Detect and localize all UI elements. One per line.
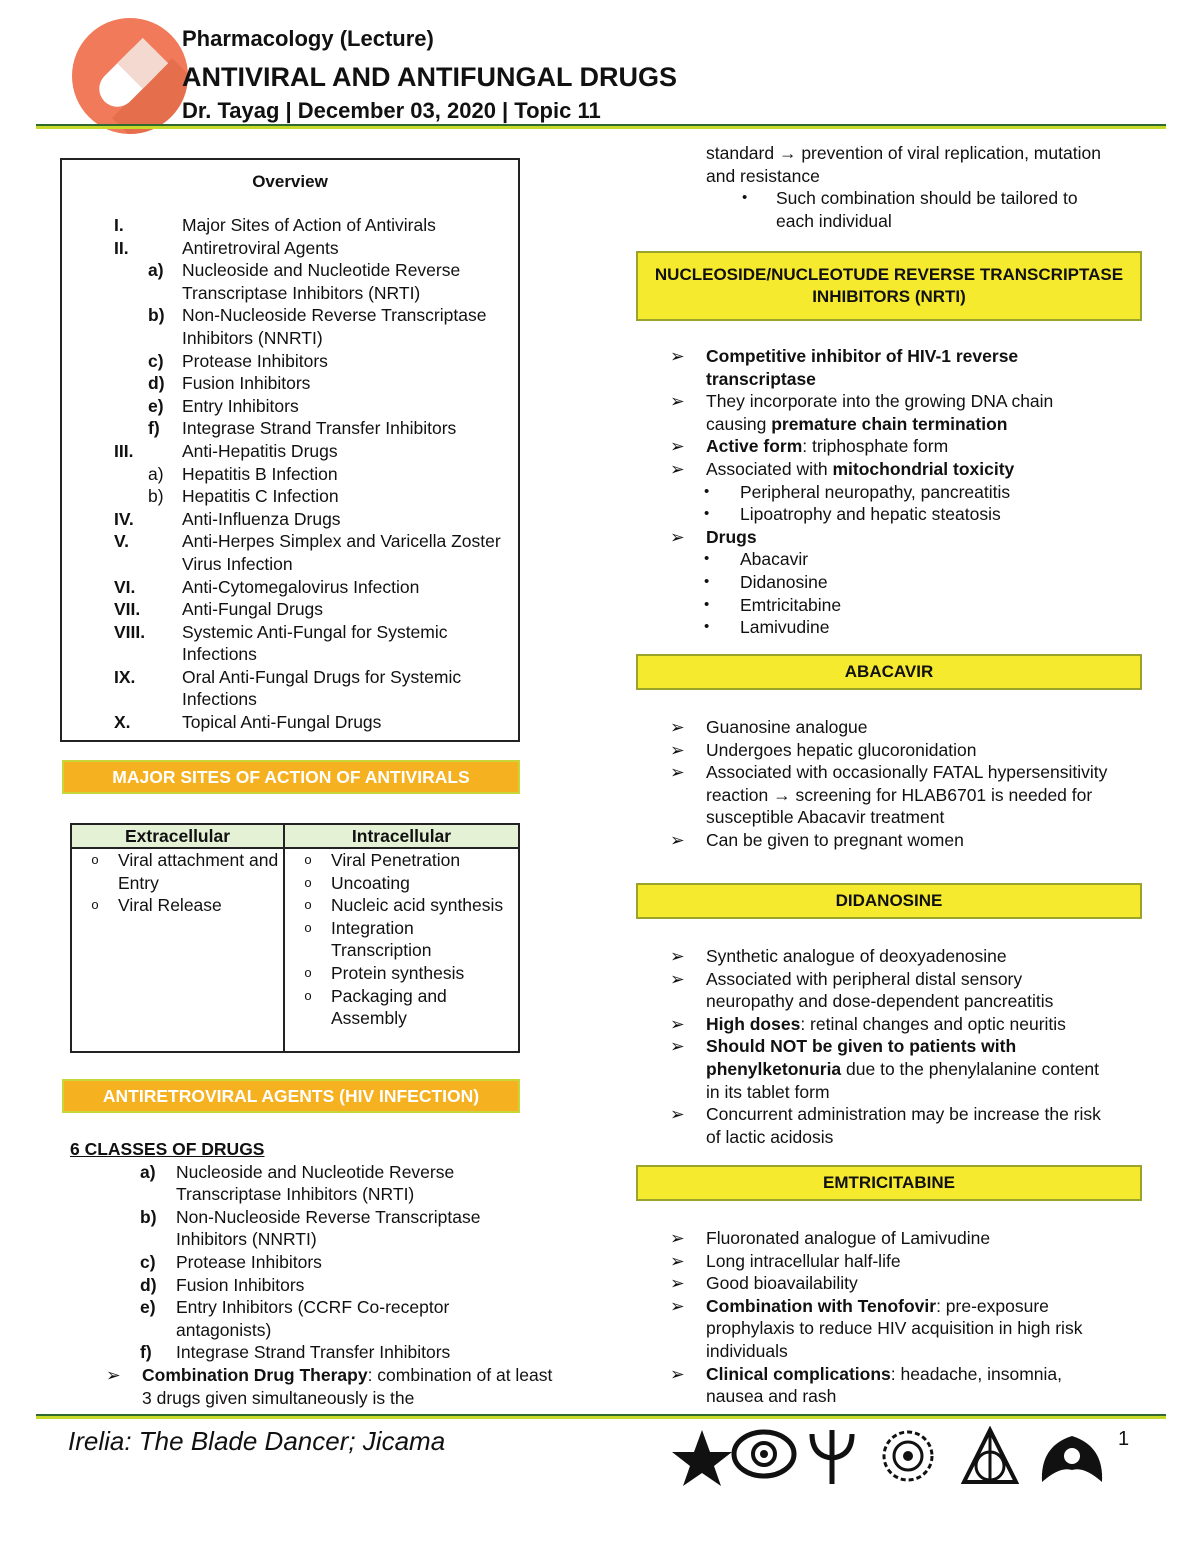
extracellular-site-label: Viral Release xyxy=(118,895,222,916)
overview-list xyxy=(114,214,514,734)
overview-item-label: Anti-Influenza Drugs xyxy=(182,508,341,529)
classes-list xyxy=(70,1161,520,1364)
intracellular-site xyxy=(285,985,518,1030)
overview-item-number: V. xyxy=(114,531,129,552)
arrow-bullet-icon: ➢ xyxy=(106,1364,121,1385)
drug-class-label: Nucleoside and Nucleotide Reverse Transcriptase Inhibitors (NRTI) xyxy=(176,1161,455,1205)
overview-item xyxy=(114,621,514,666)
arrow-bullet-icon: ➢ xyxy=(670,436,685,457)
trident-icon xyxy=(812,1430,852,1484)
overview-item-number: IV. xyxy=(114,508,134,529)
overview-item xyxy=(114,440,514,463)
arrow-bullet-icon: ➢ xyxy=(670,458,685,479)
intracellular-site-label: Protein synthesis xyxy=(331,962,465,983)
overview-item-number: III. xyxy=(114,440,134,461)
arrow-bullet-icon: ➢ xyxy=(670,717,685,737)
overview-item-number: b) xyxy=(148,305,165,326)
crest-icon xyxy=(1042,1436,1102,1482)
abacavir-point xyxy=(670,829,1110,852)
arrow-bullet-icon: ➢ xyxy=(670,1013,685,1034)
overview-item xyxy=(114,598,514,621)
overview-item-label: Integrase Strand Transfer Inhibitors xyxy=(182,418,457,439)
nrti-point-2a: They incorporate into the growing DNA chain causing xyxy=(706,391,1054,434)
overview-item-number: d) xyxy=(148,373,165,394)
intracellular-site-label: Integration Transcription xyxy=(331,917,432,961)
overview-item-label: Hepatitis B Infection xyxy=(182,463,338,484)
arrow-bullet-icon: ➢ xyxy=(670,391,685,412)
nrti-point-1: Competitive inhibitor of HIV-1 reverse transcriptase xyxy=(706,346,1019,389)
overview-item-number: X. xyxy=(114,712,131,733)
overview-title: Overview xyxy=(252,172,328,191)
overview-item-label: Hepatitis C Infection xyxy=(182,486,339,507)
circle-bullet-icon: o xyxy=(304,852,312,867)
arrow-bullet-icon: ➢ xyxy=(670,829,685,850)
overview-item-label: Antiretroviral Agents xyxy=(182,237,339,258)
intracellular-site xyxy=(285,894,518,917)
intracellular-site xyxy=(285,849,518,872)
overview-item-label: Topical Anti-Fungal Drugs xyxy=(182,712,382,733)
overview-item-label: Non-Nucleoside Reverse Transcriptase Inhibitors (NNRTI) xyxy=(182,305,487,348)
overview-item-label: Entry Inhibitors xyxy=(182,395,299,416)
arrow-bullet-icon: ➢ xyxy=(670,1104,685,1125)
drug-class-item xyxy=(140,1206,520,1251)
overview-item-label: Major Sites of Action of Antivirals xyxy=(182,215,436,235)
nrti-points xyxy=(670,345,1110,639)
intracellular-site xyxy=(285,872,518,895)
overview-item xyxy=(114,463,514,486)
arrow-bullet-icon: ➢ xyxy=(670,946,685,966)
abacavir-point-label: Can be given to pregnant women xyxy=(706,829,964,850)
nrti-drug-item-label: Didanosine xyxy=(740,571,828,592)
drug-class-number: c) xyxy=(140,1251,156,1272)
arrow-bullet-icon: ➢ xyxy=(670,1228,685,1248)
footer-rule xyxy=(36,1414,1166,1419)
nrti-point-4b: mitochondrial toxicity xyxy=(832,458,1015,479)
overview-item-number: II. xyxy=(114,237,129,258)
overview-item xyxy=(114,304,514,349)
overview-item xyxy=(114,576,514,599)
extracellular-site-label: Viral attachment and Entry xyxy=(118,850,279,893)
overview-item-number: c) xyxy=(148,350,164,371)
classes-title: 6 CLASSES OF DRUGS xyxy=(70,1139,265,1159)
dot-bullet-icon: • xyxy=(704,618,710,636)
didanosine-point-3b: : retinal changes and optic neuritis xyxy=(800,1013,1066,1034)
dot-bullet-icon: • xyxy=(704,572,710,590)
overview-item-label: Systemic Anti-Fungal for Systemic Infections xyxy=(182,621,448,665)
extracellular-site xyxy=(72,894,283,917)
document-title: ANTIVIRAL AND ANTIFUNGAL DRUGS xyxy=(182,62,677,92)
combination-therapy xyxy=(70,1364,566,1409)
abacavir-point xyxy=(670,761,1110,829)
toxicity-item-label: Peripheral neuropathy, pancreatitis xyxy=(740,481,1011,502)
section-emtricitabine: EMTRICITABINE xyxy=(636,1165,1142,1201)
abacavir-point xyxy=(670,739,1110,762)
abacavir-point-label: Associated with occasionally FATAL hypersensitivity reaction → screening for HLAB6701 is needed for susceptible Abacavir treatment xyxy=(706,762,1108,828)
combo-sub-bullet xyxy=(706,187,1106,232)
arrow-bullet-icon: ➢ xyxy=(670,762,685,783)
nrti-drug-item xyxy=(670,616,1110,639)
deathly-hallows-icon xyxy=(964,1430,1016,1482)
dot-bullet-icon: • xyxy=(704,550,710,568)
section-antiretroviral: ANTIRETROVIRAL AGENTS (HIV INFECTION) xyxy=(62,1079,520,1113)
overview-item-number: VIII. xyxy=(114,621,146,642)
nrti-drug-item-label: Lamivudine xyxy=(740,617,830,638)
emtricitabine-point-3: Good bioavailability xyxy=(706,1273,858,1294)
overview-item-label: Anti-Fungal Drugs xyxy=(182,599,324,620)
drug-class-label: Entry Inhibitors (CCRF Co-receptor antagonists) xyxy=(176,1297,450,1340)
col-intracellular: Intracellular xyxy=(284,824,519,848)
nrti-drug-item xyxy=(670,571,1110,594)
drug-class-item xyxy=(140,1251,520,1274)
arrow-bullet-icon: ➢ xyxy=(670,739,685,760)
combo-bold: Combination Drug Therapy xyxy=(142,1364,368,1385)
arrow-bullet-icon: ➢ xyxy=(670,1273,685,1294)
overview-item-label: Fusion Inhibitors xyxy=(182,373,311,394)
drug-class-item xyxy=(140,1296,520,1341)
intracellular-site-label: Nucleic acid synthesis xyxy=(331,895,504,916)
overview-item xyxy=(114,395,514,418)
overview-item-number: VI. xyxy=(114,576,136,597)
didanosine-points xyxy=(670,945,1110,1148)
intracellular-site-label: Uncoating xyxy=(331,872,410,893)
overview-item-label: Anti-Cytomegalovirus Infection xyxy=(182,576,420,597)
overview-item-number: a) xyxy=(148,260,164,281)
section-abacavir: ABACAVIR xyxy=(636,654,1142,690)
overview-item xyxy=(114,530,514,575)
emtricitabine-points xyxy=(670,1227,1110,1408)
overview-item xyxy=(114,711,514,734)
dot-bullet-icon: • xyxy=(742,189,748,207)
drug-class-label: Non-Nucleoside Reverse Transcriptase Inhibitors (NNRTI) xyxy=(176,1206,481,1250)
combo-cont-text: standard → prevention of viral replication, mutation and resistance xyxy=(706,143,1101,186)
didanosine-point-2: Associated with peripheral distal sensory neuropathy and dose-dependent pancreatitis xyxy=(706,968,1054,1012)
arrow-bullet-icon: ➢ xyxy=(670,968,685,989)
page-number: 1 xyxy=(1118,1428,1130,1450)
extracellular-site xyxy=(72,849,283,894)
nrti-point-4a: Associated with xyxy=(706,458,833,479)
arrow-bullet-icon: ➢ xyxy=(670,526,685,547)
abacavir-points xyxy=(670,716,1110,852)
overview-item xyxy=(114,350,514,373)
circle-bullet-icon: o xyxy=(304,919,312,935)
overview-item-number: VII. xyxy=(114,599,141,620)
circle-bullet-icon: o xyxy=(304,897,312,913)
arrow-bullet-icon: ➢ xyxy=(670,346,685,366)
arrow-bullet-icon: ➢ xyxy=(670,1295,685,1316)
section-major-sites: MAJOR SITES OF ACTION OF ANTIVIRALS xyxy=(62,760,520,794)
abacavir-point-label: Undergoes hepatic glucoronidation xyxy=(706,739,977,760)
dot-bullet-icon: • xyxy=(704,482,710,500)
drug-class-number: b) xyxy=(140,1206,157,1227)
abacavir-point-label: Guanosine analogue xyxy=(706,717,868,737)
emtricitabine-point-2: Long intracellular half-life xyxy=(706,1250,901,1271)
toxicity-item xyxy=(670,503,1110,526)
classes-block xyxy=(70,1138,553,1409)
header-rule xyxy=(36,124,1166,129)
drug-class-number: e) xyxy=(140,1297,156,1318)
nrti-point-3b: : triphosphate form xyxy=(802,436,949,457)
nrti-drugs-label: Drugs xyxy=(706,526,757,547)
drug-class-item xyxy=(140,1341,520,1364)
nrti-point-2b: premature chain termination xyxy=(771,413,1008,434)
toxicity-item xyxy=(670,481,1110,504)
emtricitabine-point-4b: : pre-exposure prophylaxis to reduce HIV acquisition in high risk individuals xyxy=(706,1295,1083,1361)
footer-symbols xyxy=(672,1426,1112,1493)
toxicity-item-label: Lipoatrophy and hepatic steatosis xyxy=(740,504,1001,525)
circle-bullet-icon: o xyxy=(304,987,312,1003)
overview-item-label: Anti-Herpes Simplex and Varicella Zoster Virus Infection xyxy=(182,531,501,574)
drug-class-number: f) xyxy=(140,1342,152,1363)
overview-item-label: Protease Inhibitors xyxy=(182,350,328,371)
dot-bullet-icon: • xyxy=(704,595,710,613)
emtricitabine-point-4a: Combination with Tenofovir xyxy=(706,1295,937,1316)
overview-item-label: Nucleoside and Nucleotide Reverse Transcriptase Inhibitors (NRTI) xyxy=(182,260,461,303)
overview-item xyxy=(114,666,514,711)
drug-class-label: Fusion Inhibitors xyxy=(176,1274,305,1295)
emtricitabine-point-1: Fluoronated analogue of Lamivudine xyxy=(706,1228,991,1248)
intracellular-site-label: Viral Penetration xyxy=(331,850,461,870)
mandala-icon xyxy=(734,1432,794,1476)
drug-class-label: Integrase Strand Transfer Inhibitors xyxy=(176,1342,451,1363)
overview-item xyxy=(114,485,514,508)
didanosine-point-4b: due to the phenylalanine content in its tablet form xyxy=(706,1058,1100,1102)
overview-item-number: f) xyxy=(148,418,160,439)
intracellular-site xyxy=(285,917,518,962)
intracellular-list xyxy=(284,848,519,1052)
intracellular-site-label: Packaging and Assembly xyxy=(331,985,447,1029)
overview-item-number: e) xyxy=(148,395,164,416)
star-icon xyxy=(672,1430,732,1486)
drug-class-label: Protease Inhibitors xyxy=(176,1251,322,1272)
emtricitabine-point-5b: : headache, insomnia, nausea and rash xyxy=(706,1363,1063,1407)
sites-table xyxy=(70,823,520,1053)
pill-logo-icon xyxy=(72,18,188,134)
overview-item xyxy=(114,417,514,440)
dot-bullet-icon: • xyxy=(704,505,710,523)
arrow-bullet-icon: ➢ xyxy=(670,1250,685,1271)
combo-rest: : combination of at least 3 drugs given simultaneously is the xyxy=(142,1364,553,1408)
didanosine-point-5: Concurrent administration may be increase the risk of lactic acidosis xyxy=(706,1104,1101,1147)
overview-item-number: a) xyxy=(148,463,164,484)
didanosine-point-1: Synthetic analogue of deoxyadenosine xyxy=(706,946,1007,966)
lecture-meta: Dr. Tayag | December 03, 2020 | Topic 11 xyxy=(182,98,601,123)
section-didanosine: DIDANOSINE xyxy=(636,883,1142,919)
extracellular-list xyxy=(71,848,284,1052)
overview-item-number: IX. xyxy=(114,666,136,687)
nrti-drug-item-label: Abacavir xyxy=(740,549,809,570)
drug-class-item xyxy=(140,1161,520,1206)
overview-item xyxy=(114,214,514,237)
overview-item xyxy=(114,372,514,395)
nrti-drug-item-label: Emtricitabine xyxy=(740,594,842,615)
overview-box xyxy=(60,158,520,742)
nrti-drug-item xyxy=(670,594,1110,617)
combo-sub-text: Such combination should be tailored to each individual xyxy=(776,188,1078,231)
overview-item xyxy=(114,237,514,260)
circle-bullet-icon: o xyxy=(304,964,312,980)
overview-item xyxy=(114,508,514,531)
overview-item-label: Oral Anti-Fungal Drugs for Systemic Infections xyxy=(182,666,462,710)
overview-item xyxy=(114,259,514,304)
nrti-drug-item xyxy=(670,548,1110,571)
circle-bullet-icon: o xyxy=(91,897,99,913)
col-extracellular: Extracellular xyxy=(71,824,284,848)
drug-class-number: a) xyxy=(140,1161,156,1182)
nrti-point-3a: Active form xyxy=(706,436,803,457)
combo-continuation xyxy=(706,142,1106,232)
drug-class-item xyxy=(140,1274,520,1297)
abacavir-point xyxy=(670,716,1110,739)
overview-item-number: I. xyxy=(114,215,124,235)
drug-class-number: d) xyxy=(140,1274,157,1295)
course-name: Pharmacology (Lecture) xyxy=(182,26,434,51)
intracellular-site xyxy=(285,962,518,985)
arrow-bullet-icon: ➢ xyxy=(670,1363,685,1384)
arrow-bullet-icon: ➢ xyxy=(670,1036,685,1057)
nrti-toxicity-list xyxy=(670,481,1110,526)
section-nrti: NUCLEOSIDE/NUCLEOTUDE REVERSE TRANSCRIPTASE INHIBITORS (NRTI) xyxy=(636,251,1142,321)
overview-item-number: b) xyxy=(148,486,164,507)
overview-item-label: Anti-Hepatitis Drugs xyxy=(182,440,338,461)
circle-bullet-icon: o xyxy=(91,852,99,867)
didanosine-point-4a: Should NOT be given to patients with phenylketonuria xyxy=(706,1036,1017,1079)
swirl-icon xyxy=(884,1432,932,1480)
didanosine-point-3a: High doses xyxy=(706,1013,801,1034)
footer-text: Irelia: The Blade Dancer; Jicama xyxy=(68,1426,446,1456)
circle-bullet-icon: o xyxy=(304,874,312,890)
emtricitabine-point-5a: Clinical complications xyxy=(706,1363,891,1384)
nrti-drug-list xyxy=(670,548,1110,638)
